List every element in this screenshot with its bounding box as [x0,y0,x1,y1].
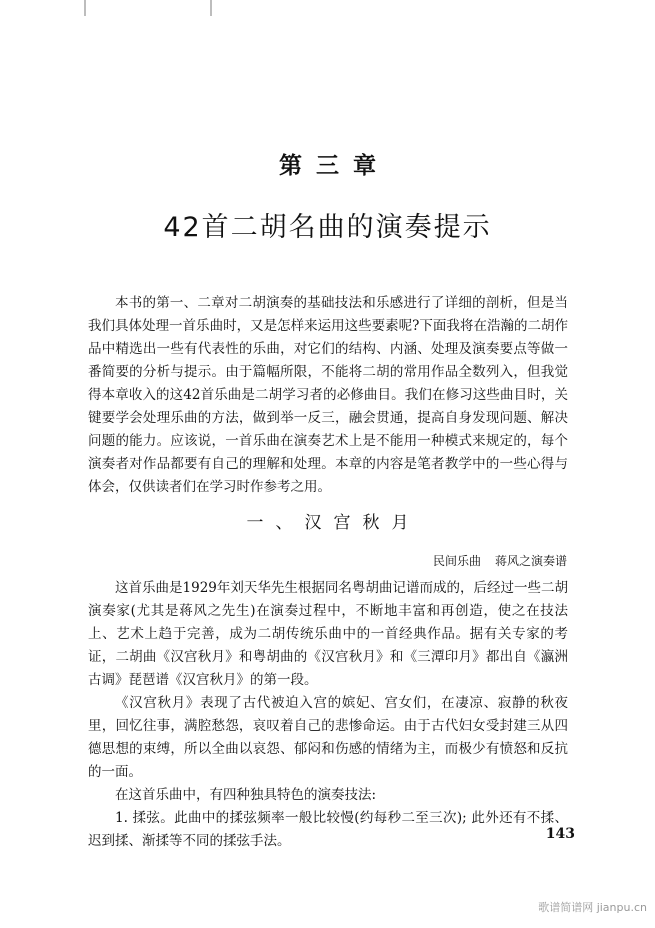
chapter-title: 42首二胡名曲的演奏提示 [163,212,492,243]
piece-credit [433,552,567,569]
chapter-heading: 第三章 [279,152,390,179]
scan-edge-mark [84,0,86,16]
scan-edge [0,0,655,18]
body-paragraph: 《汉宫秋月》表现了古代被迫入宫的嫔妃、宫女们，在凄凉、寂静的秋夜里，回忆往事，满腔愁怨，哀叹着自己的悲惨命运。由于古代妇女受封建三从四德思想的束缚，所以全曲以哀怨、郁闷和伤感的情绪为主，而极少有愤怒和反抗的一面。 [88,695,568,780]
section-body [88,577,568,853]
body-paragraph: 1. 揉弦。此曲中的揉弦频率一般比较慢(约每秒二至三次); 此外还有不揉、迟到揉、渐揉等不同的揉弦手法。 [88,810,568,849]
intro-paragraph: 本书的第一、二章对二胡演奏的基础技法和乐感进行了详细的剖析，但是当我们具体处理一首乐曲时，又是怎样来运用这些要素呢?下面我将在浩瀚的二胡作品中精选出一些有代表性的乐曲，对它们的结构、内涵、处理及演奏要点等做一番简要的分析与提示。由于篇幅所限，不能将二胡的常用作品全数列入，但我觉得本章收入的这42首乐曲是二胡学习者的必修曲目。我们在修习这些曲目时，关键要学会处理乐曲的方法，做到举一反三，融会贯通，提高自身发现问题、解决问题的能力。应该说，一首乐曲在演奏艺术上是不能用一种模式来规定的，每个演奏者对作品都要有自己的理解和处理。本章的内容是笔者教学中的一些心得与体会，仅供读者们在学习时作参考之用。 [88,295,568,495]
site-watermark: 歌谱简谱网 jianpu.cn [538,901,647,914]
body-paragraph: 这首乐曲是1929年刘天华先生根据同名粤胡曲记谱而成的，后经过一些二胡演奏家(尤其是蒋风之先生)在演奏过程中，不断地丰富和再创造，使之在技法上、艺术上趋于完善，成为二胡传统乐曲中的一首经典作品。据有关专家的考证，二胡曲《汉宫秋月》和粤胡曲的《汉宫秋月》和《三潭印月》都出自《瀛洲古调》琵琶谱《汉宫秋月》的第一段。 [88,580,568,688]
credit-performer: 蒋风之演奏谱 [494,554,567,568]
scan-edge-mark [210,0,212,16]
credit-source: 民间乐曲 [432,554,481,568]
section-heading: 一、汉宫秋月 [246,513,421,533]
page-number: 143 [545,826,575,842]
body-paragraph: 在这首乐曲中，有四种独具特色的演奏技法: [115,787,377,803]
